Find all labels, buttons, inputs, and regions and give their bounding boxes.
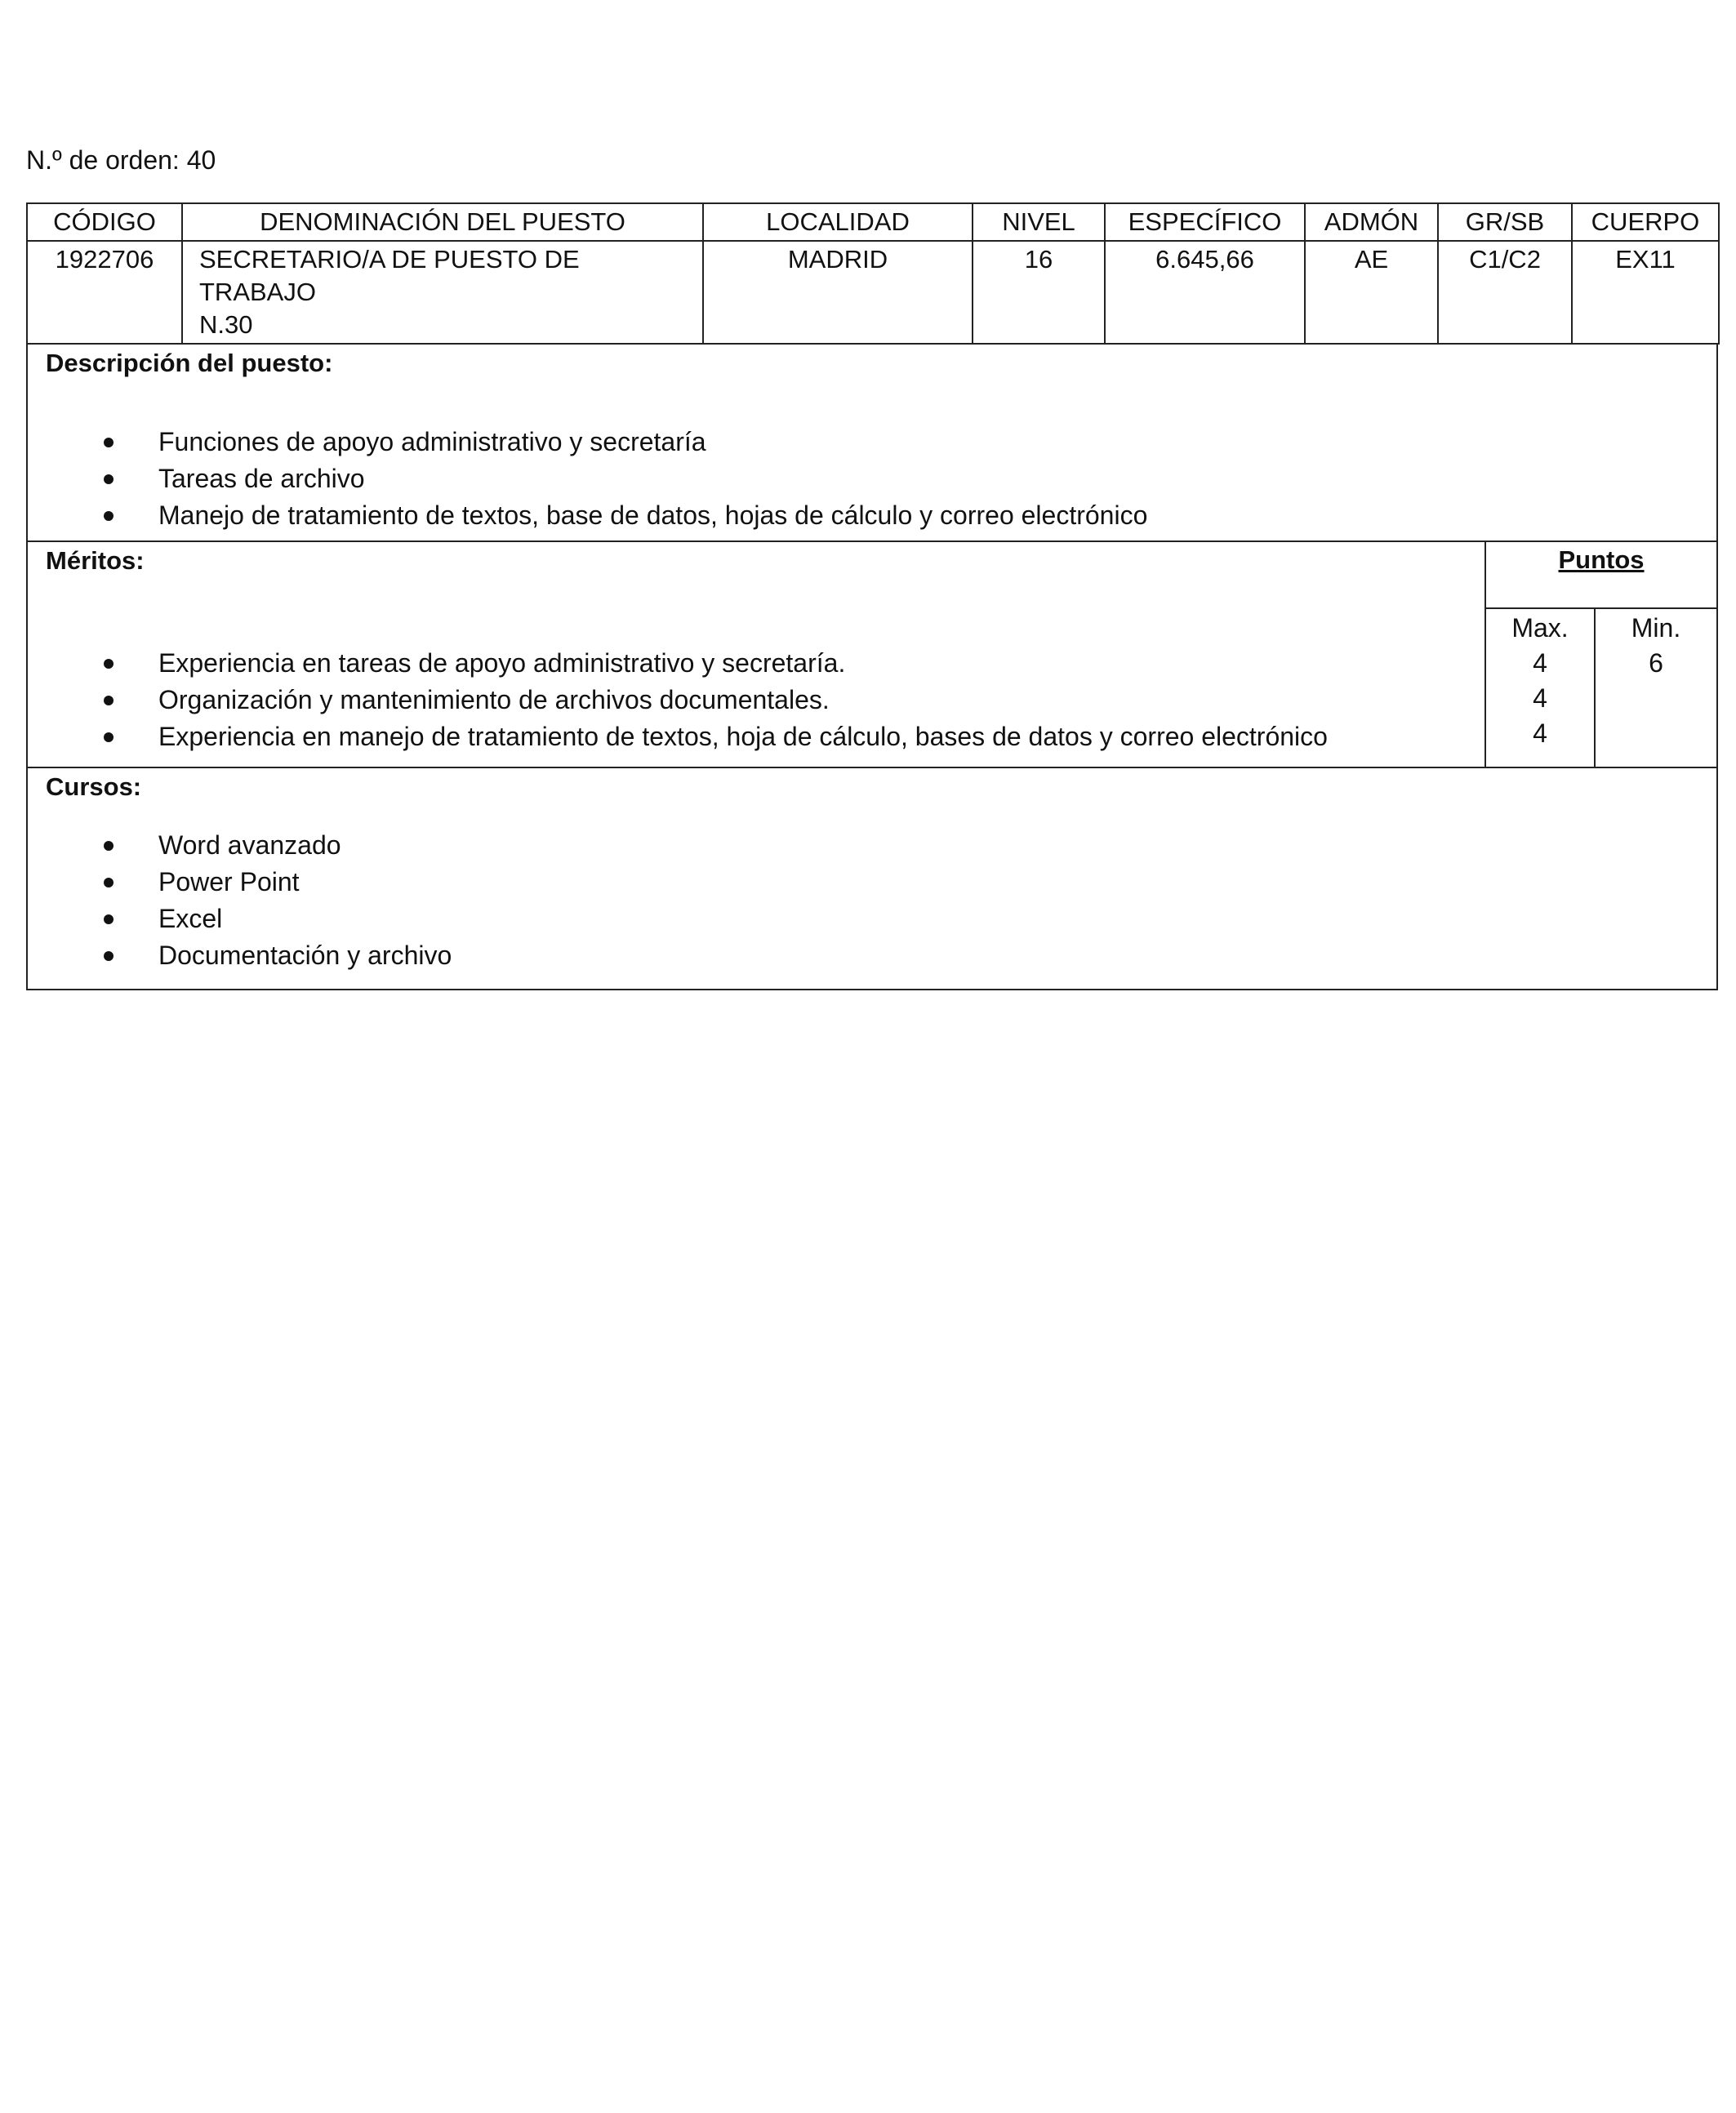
job-table [26, 202, 1720, 345]
cell-admon: AE [1305, 241, 1438, 344]
cell-nivel: 16 [973, 241, 1105, 344]
min-label: Min. [1631, 613, 1681, 643]
bullet-icon [104, 878, 114, 887]
puntos-values [1486, 609, 1716, 767]
header-cuerpo: CUERPO [1572, 203, 1719, 241]
list-item: Excel [28, 901, 452, 937]
max-label: Max. [1511, 613, 1569, 643]
min-column [1596, 609, 1716, 767]
cursos-title: Cursos: [46, 772, 142, 801]
bullet-icon [104, 438, 114, 447]
header-codigo: CÓDIGO [27, 203, 182, 241]
list-item: Funciones de apoyo administrativo y secretaría [28, 424, 1147, 460]
list-item: Power Point [28, 864, 452, 901]
bullet-icon [104, 914, 114, 924]
cursos-section [26, 768, 1718, 990]
bullet-icon [104, 474, 114, 484]
bullet-icon [104, 951, 114, 961]
bullet-icon [104, 511, 114, 521]
list-item: Documentación y archivo [28, 937, 452, 974]
puntos-column [1485, 542, 1716, 767]
max-value: 4 [1533, 718, 1547, 748]
puntos-title: Puntos [1486, 542, 1716, 609]
table-header-row [27, 203, 1719, 241]
max-value: 4 [1533, 648, 1547, 678]
max-column [1486, 609, 1596, 767]
header-denominacion: DENOMINACIÓN DEL PUESTO [182, 203, 703, 241]
descripcion-title: Descripción del puesto: [46, 349, 333, 377]
list-item: Tareas de archivo [28, 460, 1147, 497]
list-item: Word avanzado [28, 827, 452, 864]
list-item: Organización y mantenimiento de archivos documentales. [28, 682, 1328, 718]
denominacion-line2: N.30 [199, 310, 253, 339]
bullet-icon [104, 841, 114, 851]
header-localidad: LOCALIDAD [703, 203, 973, 241]
min-value: 6 [1649, 648, 1663, 678]
header-grsb: GR/SB [1438, 203, 1572, 241]
table-row [27, 241, 1719, 344]
header-admon: ADMÓN [1305, 203, 1438, 241]
descripcion-list [28, 424, 1147, 534]
cell-localidad: MADRID [703, 241, 973, 344]
header-especifico: ESPECÍFICO [1105, 203, 1305, 241]
header-nivel: NIVEL [973, 203, 1105, 241]
order-number: N.º de orden: 40 [26, 145, 216, 175]
list-item: Experiencia en tareas de apoyo administrativo y secretaría. [28, 645, 1328, 682]
cell-grsb: C1/C2 [1438, 241, 1572, 344]
list-item: Experiencia en manejo de tratamiento de textos, hoja de cálculo, bases de datos y correo electrónico [28, 718, 1328, 755]
descripcion-section [26, 345, 1718, 542]
cell-denominacion [182, 241, 703, 344]
denominacion-line1: SECRETARIO/A DE PUESTO DE TRABAJO [199, 245, 580, 306]
cursos-list [28, 827, 452, 974]
list-item: Manejo de tratamiento de textos, base de datos, hojas de cálculo y correo electrónico [28, 497, 1147, 534]
cell-codigo: 1922706 [27, 241, 182, 344]
meritos-title: Méritos: [46, 546, 145, 575]
bullet-icon [104, 732, 114, 742]
meritos-list [28, 645, 1328, 755]
meritos-section [26, 542, 1718, 768]
max-value: 4 [1533, 683, 1547, 713]
bullet-icon [104, 659, 114, 669]
bullet-icon [104, 696, 114, 705]
cell-cuerpo: EX11 [1572, 241, 1719, 344]
job-sheet [26, 202, 1718, 990]
cell-especifico: 6.645,66 [1105, 241, 1305, 344]
